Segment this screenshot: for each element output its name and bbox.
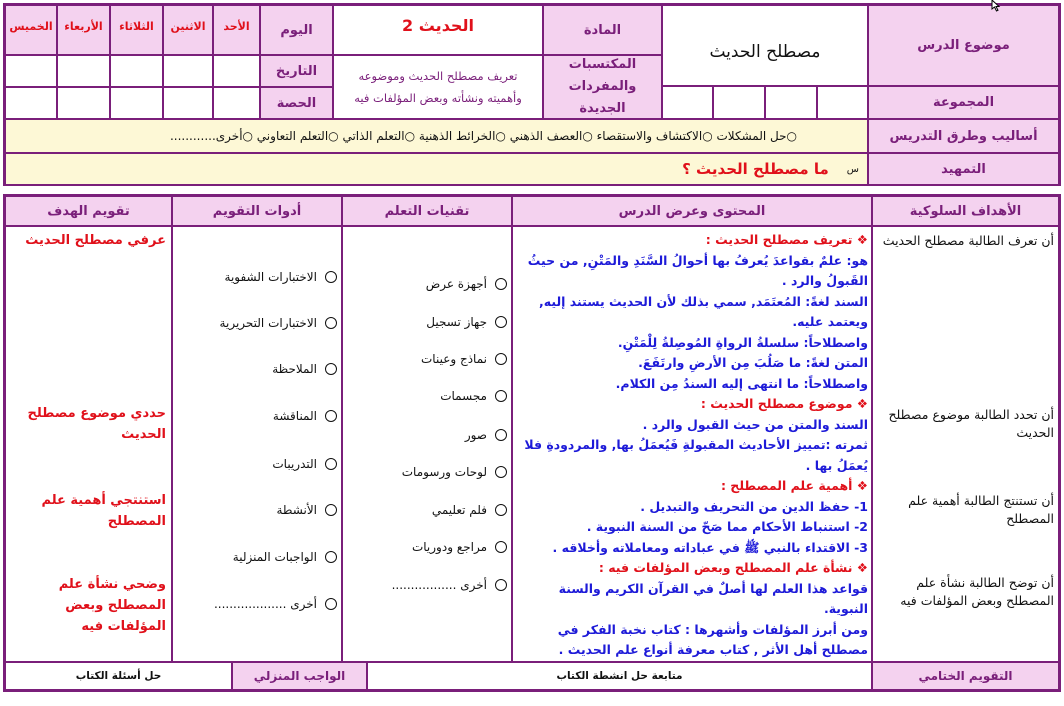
technique-item[interactable]: جهاز تسجيل [426, 315, 507, 329]
final-eval-label: التقويم الختامي [918, 669, 1013, 683]
gains-label-cell [543, 55, 662, 119]
radio-circle-icon[interactable] [495, 390, 507, 402]
radio-circle-icon[interactable] [325, 317, 337, 329]
col-objectives-header: الأهداف السلوكية [872, 196, 1059, 226]
assessment-tool-item[interactable]: التدريبات [272, 457, 337, 471]
lesson-topic-label-cell [868, 5, 1059, 86]
content-line: ثمرته :تمييز الأحاديث المقبولةِ فَيُعمَلُ بها, والمردودةِ فلا يُعمَلُ بها . [524, 437, 868, 473]
lesson-topic-value-cell [662, 5, 868, 86]
day-monday: الاثنين [163, 5, 213, 55]
date-cell-3[interactable] [110, 55, 163, 87]
radio-circle-icon[interactable] [495, 278, 507, 290]
intro-label-cell [868, 153, 1059, 185]
radio-circle-icon[interactable] [495, 541, 507, 553]
final-eval-value-cell [367, 662, 872, 690]
radio-circle-icon[interactable] [495, 579, 507, 591]
radio-circle-icon[interactable] [325, 598, 337, 610]
col-content-header: المحتوى وعرض الدرس [512, 196, 872, 226]
radio-circle-icon[interactable] [495, 429, 507, 441]
period-cell-1[interactable] [213, 87, 260, 119]
group-label-cell [868, 86, 1059, 119]
day-label: اليوم [280, 22, 313, 38]
date-cell-5[interactable] [5, 55, 57, 87]
group-cell-4[interactable] [662, 86, 713, 119]
day-label-cell [260, 5, 333, 55]
date-cell-2[interactable] [163, 55, 213, 87]
col-evaluation-header: تقويم الهدف [5, 196, 172, 226]
period-label: الحصة [276, 95, 317, 111]
content-heading-importance: ❖ أهمية علم المصطلح : [720, 478, 868, 493]
homework-value-cell [5, 662, 232, 690]
period-cell-2[interactable] [163, 87, 213, 119]
technique-item[interactable]: أخرى ................. [392, 578, 507, 592]
technique-item[interactable]: صور [465, 428, 507, 442]
date-label: التاريخ [275, 63, 318, 79]
gains-text-cell [333, 55, 543, 119]
content-line: 2- استنباط الأحكام مما صَحّ من السنة النبوية . [586, 519, 868, 534]
objective-3: أن تستنتج الطالبة أهمية علم المصطلح [908, 493, 1054, 526]
group-label: المجموعة [932, 95, 995, 110]
day-wednesday: الأربعاء [57, 5, 110, 55]
radio-circle-icon[interactable] [495, 353, 507, 365]
content-line: ومن أبرز المؤلفات وأشهرها : كتاب نخبة الفكر في مصطلح أهل الأثر , كتاب معرفة أنواع علم الحديث . [557, 621, 868, 657]
assessment-tool-item[interactable]: الواجبات المنزلية [233, 550, 337, 564]
content-line: واصطلاحاً: سلسلةُ الرواةِ المُوصِلةُ لِلْمَتْنِ. [617, 334, 868, 350]
day-tuesday: الثلاثاء [110, 5, 163, 55]
lesson-content [516, 230, 868, 660]
group-cell-1[interactable] [817, 86, 868, 119]
homework-label-cell [232, 662, 367, 690]
intro-cell [5, 153, 868, 185]
period-label-cell [260, 87, 333, 119]
lesson-topic-label: موضوع الدرس [917, 38, 1010, 53]
radio-circle-icon[interactable] [495, 316, 507, 328]
date-cell-4[interactable] [57, 55, 110, 87]
radio-circle-icon[interactable] [325, 458, 337, 470]
evaluation-3: استنتجي أهمية علم المصطلح [41, 493, 166, 529]
technique-item[interactable]: لوحات ورسومات [402, 465, 507, 479]
technique-item[interactable]: فلم تعليمي [432, 503, 507, 517]
methods-label-cell [868, 119, 1059, 153]
gains-text-2: وأهميته ونشأته وبعض المؤلفات فيه [354, 91, 522, 105]
group-cell-2[interactable] [765, 86, 817, 119]
date-label-cell [260, 55, 333, 87]
cursor-icon [990, 0, 1006, 12]
methods-label: أساليب وطرق التدريس [889, 128, 1038, 144]
assessment-tool-item[interactable]: أخرى ................... [214, 597, 337, 611]
gains-label-2: والمفردات الجديدة [568, 79, 637, 116]
content-heading-topic: ❖ موضوع مصطلح الحديث : [700, 396, 868, 411]
lesson-topic-value: مصطلح الحديث [709, 42, 821, 62]
objective-2: أن تحدد الطالبة موضوع مصطلح الحديث [888, 407, 1054, 440]
assessment-tool-item[interactable]: الأنشطة [277, 503, 338, 517]
methods-text-cell [5, 119, 868, 153]
subject-label-cell [543, 5, 662, 55]
radio-circle-icon[interactable] [325, 271, 337, 283]
subject-value: الحديث 2 [402, 16, 474, 35]
content-line: هو: علمٌ بقواعدَ يُعرفُ بها أحوالُ السَّنَدِ والمَتْنِ, من حيثُ القَبولُ والرد . [527, 252, 868, 288]
evaluation-2: حددي موضوع مصطلح الحديث [27, 406, 166, 442]
gains-text-1: تعريف مصطلح الحديث وموضوعه [358, 69, 518, 83]
intro-question: ما مصطلح الحديث ؟ [682, 160, 829, 178]
period-cell-3[interactable] [110, 87, 163, 119]
content-line: المتن لغةً: ما صَلُبَ مِن الأرضِ وارتَفَعَ. [638, 355, 868, 370]
technique-item[interactable]: مجسمات [440, 389, 507, 403]
radio-circle-icon[interactable] [325, 504, 337, 516]
final-eval-label-cell [872, 662, 1059, 690]
content-line: 1- حفظ الدين من التحريف والتبديل . [640, 498, 868, 514]
radio-circle-icon[interactable] [325, 551, 337, 563]
group-cell-3[interactable] [713, 86, 765, 119]
intro-prefix: س [846, 163, 859, 175]
content-line: قواعد هذا العلم لها أصلٌ في القرآن الكريم والسنة النبوية. [558, 580, 868, 616]
assessment-tool-item[interactable]: الاختبارات الشفوية [225, 270, 337, 284]
homework-label: الواجب المنزلي [253, 669, 346, 683]
content-line: السند والمتن من حيث القبول والرد . [642, 416, 868, 432]
assessment-tool-item[interactable]: الاختبارات التحريرية [220, 316, 337, 330]
col-tools-header: أدوات التقويم [172, 196, 342, 226]
technique-item[interactable]: أجهزة عرض [426, 277, 507, 291]
assessment-tool-item[interactable]: الملاحظة [272, 362, 337, 376]
radio-circle-icon[interactable] [495, 466, 507, 478]
methods-text: ○حل المشكلات ○الاكتشاف والاستقصاء ○العصف الذهني ○الخرائط الذهنية ○التعلم الذاتي ○التعلم التعاوني ○أخرى............ [169, 129, 797, 143]
day-sunday: الأحد [213, 5, 260, 55]
radio-circle-icon[interactable] [495, 504, 507, 516]
content-line: السند لغةً: المُعتَمَد, سمي بذلك لأن الحديث يستند إليه, ويعتمد عليه. [539, 293, 868, 329]
content-heading-definition: ❖ تعريف مصطلح الحديث : [705, 232, 868, 247]
subject-label: المادة [583, 22, 622, 38]
assessment-tool-item[interactable]: المناقشة [273, 409, 337, 423]
intro-label: التمهيد [941, 161, 986, 177]
radio-circle-icon[interactable] [325, 410, 337, 422]
date-cell-1[interactable] [213, 55, 260, 87]
radio-circle-icon[interactable] [325, 363, 337, 375]
technique-item[interactable]: نماذج وعينات [421, 352, 507, 366]
evaluation-4: وضحي نشأة علم المصطلح وبعض المؤلفات فيه [58, 577, 166, 634]
content-line: واصطلاحاً: ما انتهى إليه السندُ مِن الكلام. [615, 375, 868, 391]
homework-value: حل أسئلة الكتاب [75, 670, 162, 682]
final-eval-value: متابعة حل انشطة الكتاب [556, 670, 683, 682]
day-thursday: الخميس [5, 5, 57, 55]
technique-item[interactable]: مراجع ودوريات [412, 540, 507, 554]
objective-4: أن توضح الطالبة نشأة علم المصطلح وبعض المؤلفات فيه [900, 575, 1054, 608]
period-cell-5[interactable] [5, 87, 57, 119]
objective-1: أن تعرف الطالبة مصطلح الحديث [882, 233, 1054, 248]
content-heading-origin: ❖ نشأة علم المصطلح وبعض المؤلفات فيه : [598, 560, 868, 575]
gains-label-1: المكتسبات [568, 57, 637, 72]
subject-value-cell [333, 5, 543, 55]
col-techniques-header: تقنيات التعلم [342, 196, 512, 226]
evaluation-1: عرفي مصطلح الحديث [25, 233, 166, 248]
content-line: 3- الاقتداء بالنبي ﷺ في عباداته ومعاملاته وأخلاقه . [552, 539, 868, 555]
techniques-column [342, 226, 512, 662]
period-cell-4[interactable] [57, 87, 110, 119]
